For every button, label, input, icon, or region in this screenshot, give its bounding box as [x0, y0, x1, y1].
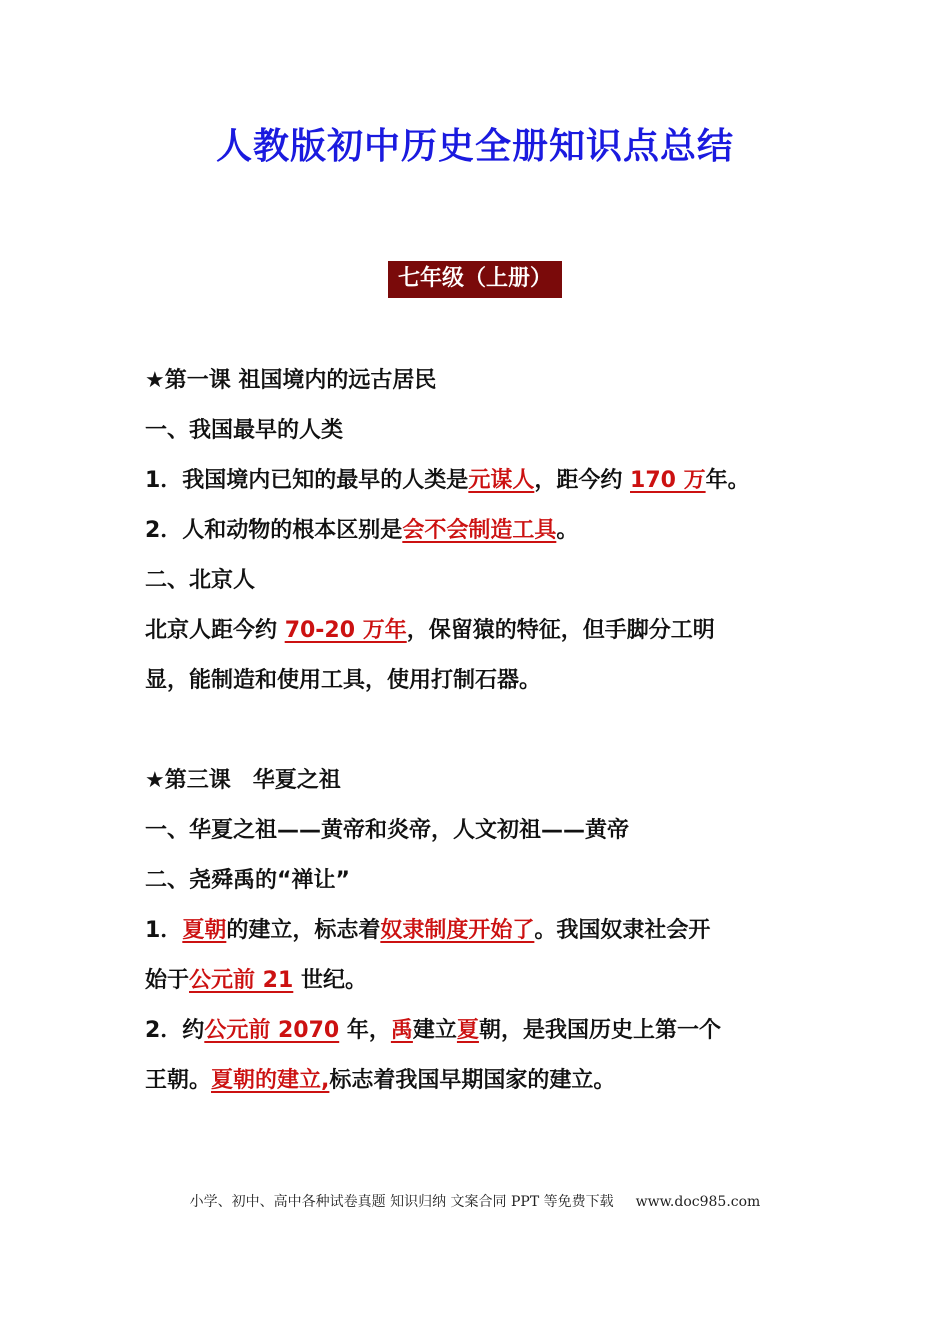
text: 建立: [412, 1018, 457, 1043]
lesson3-section1: 一、华夏之祖——黄帝和炎帝，人文初祖——黄帝: [145, 818, 630, 843]
lesson1-heading: ★第一课 祖国境内的远古居民: [145, 368, 437, 393]
lesson3-section2: 二、尧舜禹的“禅让”: [145, 868, 350, 893]
page-footer: [0, 1191, 950, 1211]
text: 北京人距今约: [145, 618, 278, 643]
highlight-text: 夏朝的建立,: [211, 1068, 330, 1093]
lesson3-item2-line1: [145, 1006, 815, 1056]
highlight-text: 禹: [390, 1018, 413, 1043]
text: 。我国奴隶社会开: [534, 918, 711, 943]
lesson1-section1: 一、我国最早的人类: [145, 418, 344, 443]
highlight-text: 元谋人: [468, 468, 535, 493]
lesson3-item1-line1: [145, 906, 815, 956]
lesson1-para-line2: 显，能制造和使用工具，使用打制石器。: [145, 668, 542, 693]
text: 朝，是我国历史上第一个: [478, 1018, 721, 1043]
text: 2．约: [145, 1018, 205, 1043]
document-body: [145, 356, 815, 1106]
highlight-text: 公元前 21: [189, 968, 294, 993]
highlight-text: 奴隶制度开始了: [380, 918, 535, 943]
lesson3-item2-line2: [145, 1056, 815, 1106]
spacer: [145, 706, 815, 756]
text: 标志着我国早期国家的建立。: [329, 1068, 616, 1093]
lesson1-item2: [145, 506, 815, 556]
text: 1．: [145, 918, 183, 943]
text: ，保留猿的特征，但手脚分工明: [406, 618, 715, 643]
text: 年。: [705, 468, 750, 493]
highlight-text: 公元前 2070: [204, 1018, 340, 1043]
text: 始于: [145, 968, 190, 993]
highlight-text: 会不会制造工具: [402, 518, 557, 543]
footer-text: 小学、初中、高中各种试卷真题 知识归纳 文案合同 PPT 等免费下载: [189, 1194, 614, 1210]
lesson1-item1: [145, 456, 815, 506]
grade-section: [0, 261, 950, 298]
highlight-text: 70-20 万年: [284, 618, 407, 643]
footer-url[interactable]: www.doc985.com: [635, 1194, 761, 1210]
text: 世纪。: [300, 968, 367, 993]
text: 的建立，标志着: [226, 918, 381, 943]
text: 1．我国境内已知的最早的人类是: [145, 468, 469, 493]
lesson1-section2: 二、北京人: [145, 568, 256, 593]
grade-badge: 七年级（上册）: [388, 261, 562, 298]
lesson3-heading: ★第三课 华夏之祖: [145, 768, 341, 793]
highlight-text: 夏朝: [182, 918, 227, 943]
page-title: 人教版初中历史全册知识点总结: [215, 126, 734, 167]
lesson3-item1-line2: [145, 956, 815, 1006]
text: ，距今约: [534, 468, 623, 493]
text: 年，: [346, 1018, 391, 1043]
text: 王朝。: [145, 1068, 212, 1093]
text: 。: [556, 518, 579, 543]
lesson1-para-line1: [145, 606, 815, 656]
highlight-text: 夏: [456, 1018, 479, 1043]
highlight-text: 170 万: [630, 468, 706, 493]
text: 2．人和动物的根本区别是: [145, 518, 403, 543]
